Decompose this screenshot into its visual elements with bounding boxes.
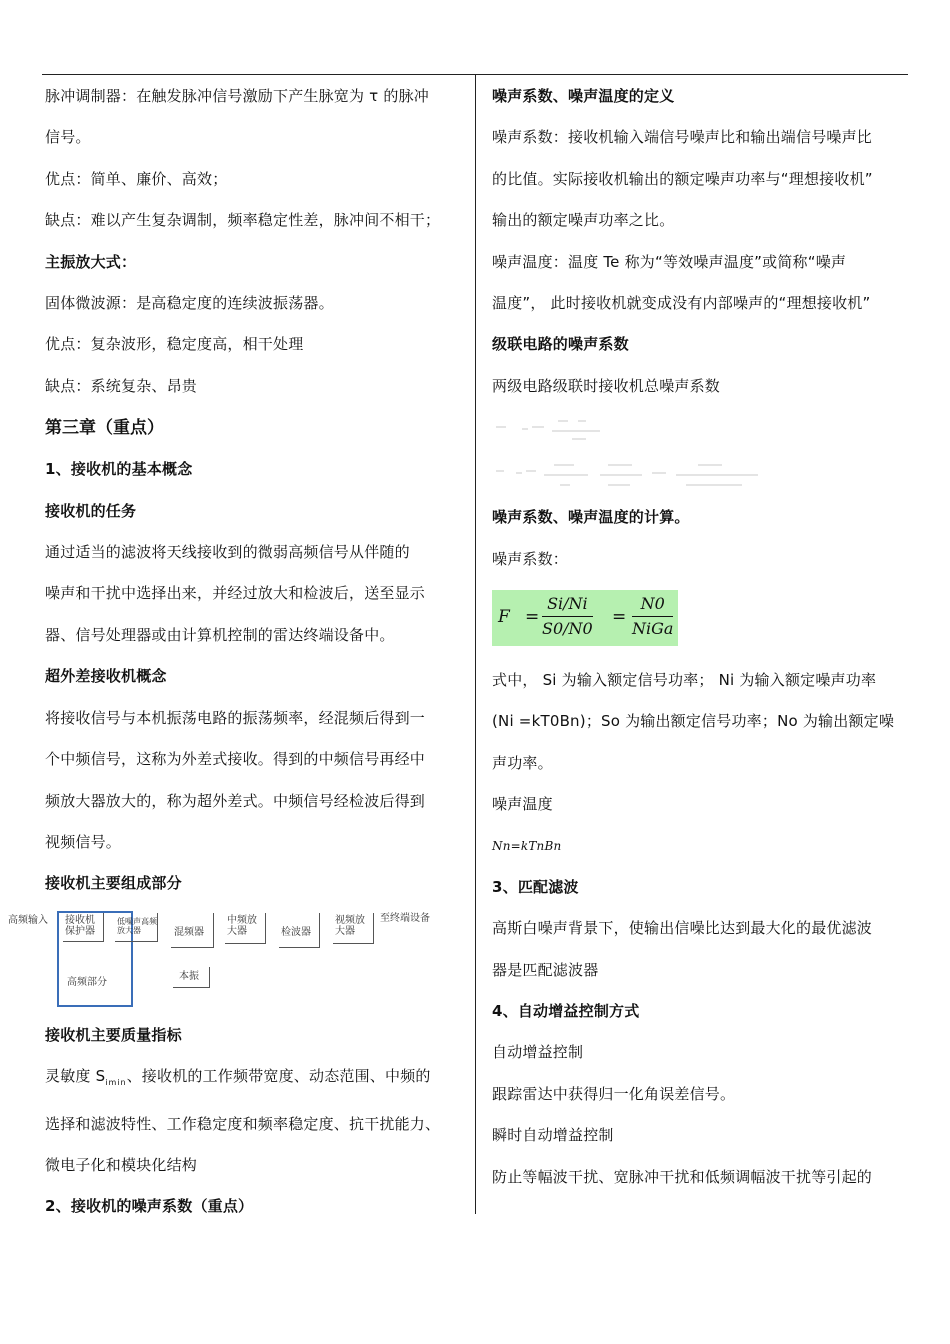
text-line: 声功率。: [492, 753, 553, 772]
fraction-denominator: S0/N0: [542, 619, 593, 639]
section-heading: 级联电路的噪声系数: [492, 335, 629, 354]
text-line: 固体微波源：是高稳定度的连续波振荡器。: [45, 294, 334, 313]
fraction-numerator: Si/Ni: [542, 592, 593, 617]
text-line: 器、信号处理器或由计算机控制的雷达终端设备中。: [45, 625, 395, 644]
text-line: 选择和滤波特性、工作稳定度和频率稳定度、抗干扰能力、: [45, 1114, 441, 1133]
label-to-terminal: 至终端设备: [380, 912, 430, 924]
section-heading: 噪声系数、噪声温度的计算。: [492, 508, 690, 527]
chapter-heading: 第三章（重点）: [45, 418, 164, 439]
section-heading: 接收机主要组成部分: [45, 874, 182, 893]
text-line: 将接收信号与本机振荡电路的振荡频率，经混频后得到一: [45, 708, 426, 727]
formula-fraction-2: [632, 592, 673, 641]
text-line: 缺点：难以产生复杂调制，频率稳定性差，脉冲间不相干；: [45, 211, 441, 230]
right-column: [492, 76, 908, 1198]
text-line: 信号。: [45, 128, 91, 147]
text-line: 脉冲调制器：在触发脉冲信号激励下产生脉宽为 τ 的脉冲: [45, 87, 429, 105]
text-line: 防止等幅波干扰、宽脉冲干扰和低频调幅波干扰等引起的: [492, 1167, 873, 1186]
section-heading: 超外差接收机概念: [45, 667, 167, 686]
noise-temperature-formula: Nn=kTnBn: [492, 838, 562, 853]
section-heading: 2、接收机的噪声系数（重点）: [45, 1197, 254, 1216]
text-line: 自动增益控制: [492, 1043, 584, 1062]
text-line: 噪声温度: [492, 795, 553, 814]
label-hf-input: 高频输入: [8, 914, 48, 926]
text-line: (Ni =kT0Bn)；So 为输出额定信号功率；No 为输出额定噪: [492, 712, 895, 731]
label-detector: 检波器: [281, 926, 311, 938]
section-heading: 1、接收机的基本概念: [45, 460, 193, 479]
text-line: 个中频信号，这称为外差式接收。得到的中频信号再经中: [45, 750, 426, 769]
text-fragment: 、接收机的工作频带宽度、动态范围、中频的: [126, 1067, 431, 1086]
text-line: 跟踪雷达中获得归一化角误差信号。: [492, 1084, 736, 1103]
text-line: 温度”， 此时接收机就变成没有内部噪声的“理想接收机”: [492, 294, 871, 313]
label-hf-section: 高频部分: [67, 976, 107, 988]
text-line: 微电子化和模块化结构: [45, 1155, 198, 1174]
text-line: 噪声和干扰中选择出来，并经过放大和检波后，送至显示: [45, 584, 426, 603]
label-video-amp: 视频放大器: [335, 914, 365, 937]
text-fragment: 灵敏度 S: [45, 1067, 106, 1086]
label-lna: 低噪声高频放大器: [117, 916, 157, 935]
section-heading: 主振放大式：: [45, 252, 137, 271]
fraction-denominator: NiGa: [632, 619, 674, 639]
label-mixer: 混频器: [174, 926, 204, 938]
text-line: 器是匹配滤波器: [492, 960, 599, 979]
text-line: 式中， Si 为输入额定信号功率； Ni 为输入额定噪声功率: [492, 671, 877, 690]
text-line: 两级电路级联时接收机总噪声系数: [492, 376, 721, 395]
formula-equals: =: [525, 607, 540, 628]
formula-fraction-1: [542, 592, 593, 641]
left-column: [8, 76, 463, 1228]
section-heading: 接收机的任务: [45, 501, 137, 520]
text-line: 噪声温度：温度 Te 称为“等效噪声温度”或简称“噪声: [492, 252, 847, 271]
label-protector: 接收机保护器: [65, 914, 95, 937]
formula-symbol: F: [498, 607, 510, 628]
text-line: 视频信号。: [45, 832, 122, 851]
text-line: [45, 1056, 463, 1103]
column-divider: [475, 74, 476, 1214]
label-if-amp: 中频放大器: [227, 914, 257, 937]
text-line: 优点：复杂波形，稳定度高，相干处理: [45, 335, 304, 354]
text-line: 输出的额定噪声功率之比。: [492, 211, 675, 230]
noise-figure-formula: [492, 590, 678, 646]
fraction-numerator: N0: [632, 592, 673, 617]
text-line: 噪声系数：接收机输入端信号噪声比和输出端信号噪声比: [492, 128, 873, 147]
label-local-oscillator: 本振: [179, 970, 199, 982]
receiver-block-diagram: [3, 905, 443, 1015]
text-line: 高斯白噪声背景下，使输出信噪比达到最大化的最优滤波: [492, 919, 873, 938]
text-line: 的比值。实际接收机输出的额定噪声功率与“理想接收机”: [492, 169, 873, 188]
text-line: 频放大器放大的，称为超外差式。中频信号经检波后得到: [45, 791, 426, 810]
section-heading: 接收机主要质量指标: [45, 1025, 182, 1044]
section-heading: 噪声系数、噪声温度的定义: [492, 87, 675, 105]
faint-formula-graphic: [492, 407, 772, 497]
text-line: 优点：简单、廉价、高效；: [45, 169, 228, 188]
text-line: 缺点：系统复杂、昂贵: [45, 376, 198, 395]
text-line: 噪声系数：: [492, 549, 569, 568]
text-line: 通过适当的滤波将天线接收到的微弱高频信号从伴随的: [45, 543, 410, 562]
subscript: imin: [105, 1078, 127, 1088]
text-line: 瞬时自动增益控制: [492, 1126, 614, 1145]
section-heading: 3、匹配滤波: [492, 877, 579, 896]
cascade-formula-image: [492, 407, 908, 497]
formula-equals: =: [612, 607, 627, 628]
section-heading: 4、自动增益控制方式: [492, 1001, 640, 1020]
